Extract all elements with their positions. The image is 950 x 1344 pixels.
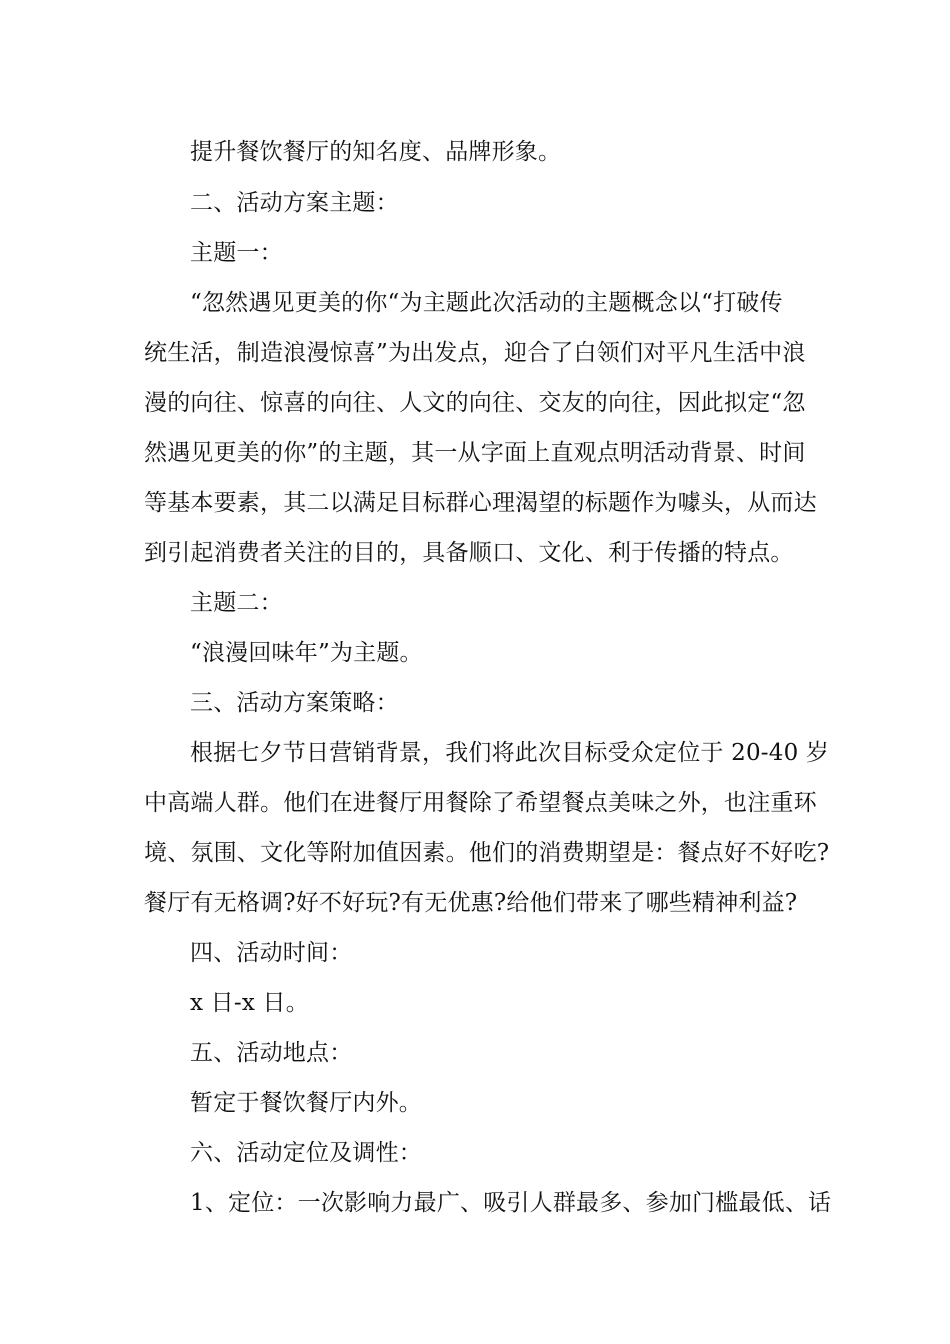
paragraph-line: 1、定位：一次影响力最广、吸引人群最多、参加门槛最低、话 xyxy=(190,1190,832,1216)
paragraph-line: 漫的向往、惊喜的向往、人文的向往、交友的向往，因此拟定“忽 xyxy=(144,390,806,416)
section-heading: 三、活动方案策略： xyxy=(190,690,399,716)
paragraph-line: 到引起消费者关注的目的，具备顺口、文化、利于传播的特点。 xyxy=(144,540,794,566)
section-heading: 四、活动时间： xyxy=(190,940,353,966)
paragraph-line: 等基本要素，其二以满足目标群心理渴望的标题作为噱头，从而达 xyxy=(144,490,817,516)
paragraph-line: “浪漫回味年”为主题。 xyxy=(190,640,423,666)
paragraph-line: 境、氛围、文化等附加值因素。他们的消费期望是：餐点好不好吃? xyxy=(144,840,830,866)
paragraph-line: 根据七夕节日营销背景，我们将此次目标受众定位于 20-40 岁 xyxy=(190,740,830,766)
paragraph-line: 中高端人群。他们在进餐厅用餐除了希望餐点美味之外，也注重环 xyxy=(144,790,817,816)
paragraph-line: 餐厅有无格调?好不好玩?有无优惠?给他们带来了哪些精神利益? xyxy=(144,890,798,916)
subsection-heading: 主题一： xyxy=(190,240,283,266)
paragraph-line: x 日-x 日。 xyxy=(190,990,309,1016)
paragraph-line: 提升餐饮餐厅的知名度、品牌形象。 xyxy=(190,139,562,165)
section-heading: 六、活动定位及调性： xyxy=(190,1140,422,1166)
paragraph-line: 然遇见更美的你”的主题，其一从字面上直观点明活动背景、时间 xyxy=(144,440,806,466)
subsection-heading: 主题二： xyxy=(190,590,283,616)
section-heading: 二、活动方案主题： xyxy=(190,190,399,216)
paragraph-line: 暂定于餐饮餐厅内外。 xyxy=(190,1090,422,1116)
section-heading: 五、活动地点： xyxy=(190,1040,353,1066)
paragraph-line: 统生活，制造浪漫惊喜”为出发点，迎合了白领们对平凡生活中浪 xyxy=(144,340,806,366)
paragraph-line: “忽然遇见更美的你“为主题此次活动的主题概念以“打破传 xyxy=(190,290,783,316)
